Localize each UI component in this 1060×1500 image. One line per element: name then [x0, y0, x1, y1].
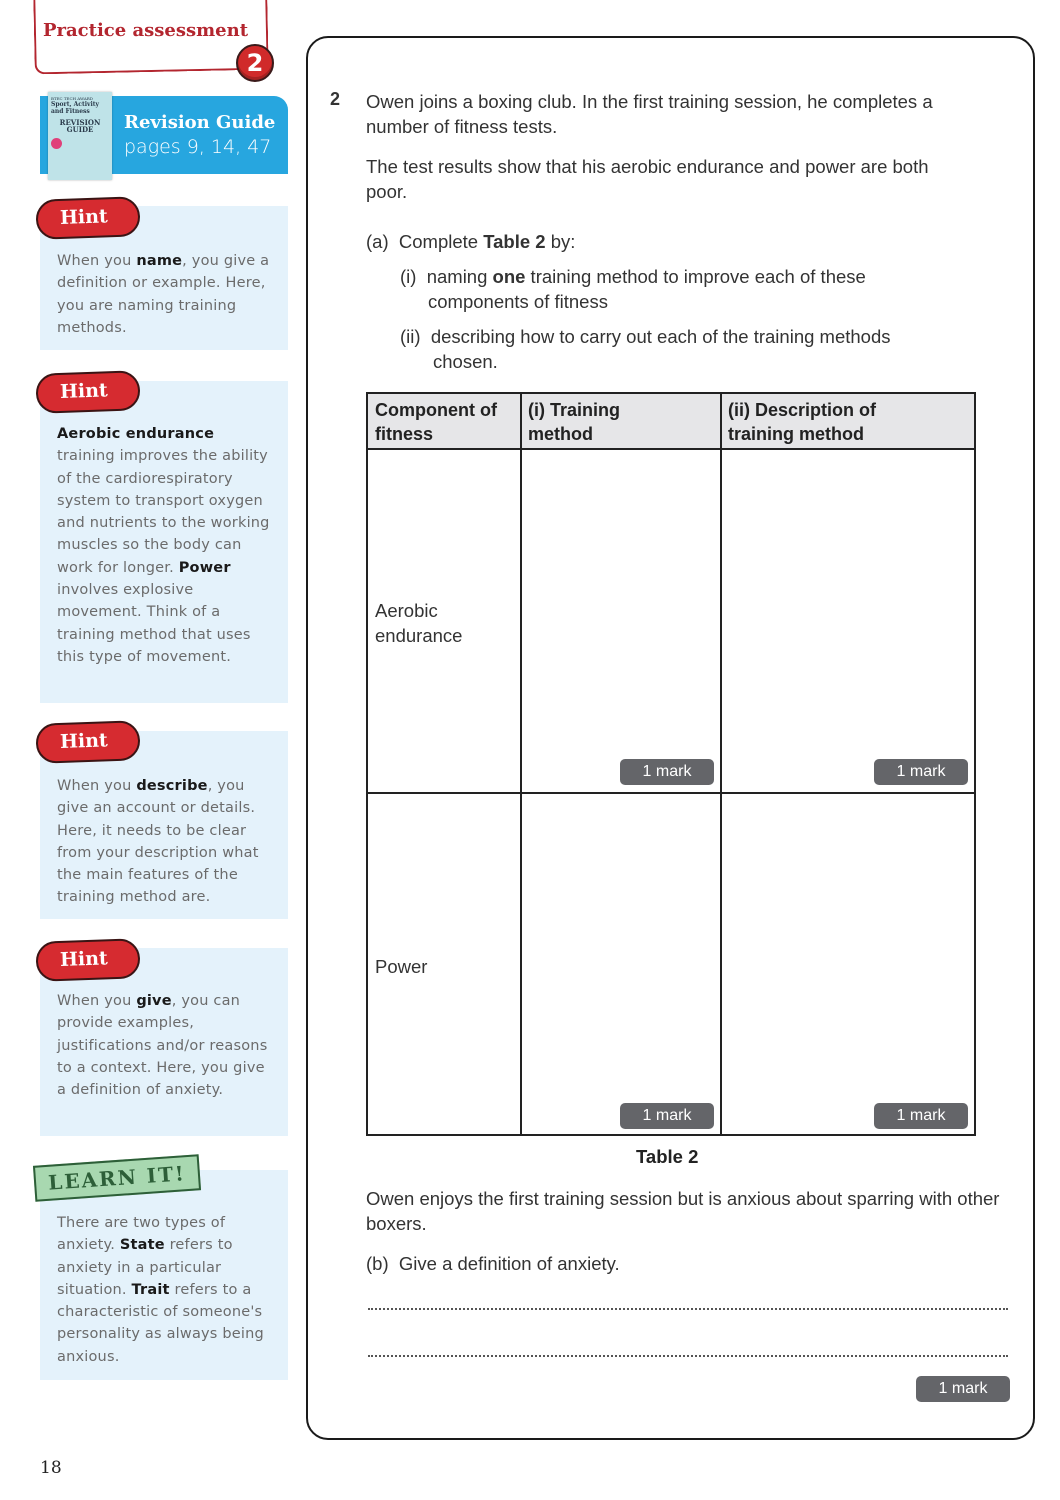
emphasis-term: Trait — [131, 1281, 170, 1298]
text-run: refers to anxiety in a particular situation. — [57, 1237, 233, 1298]
text-run: There are two types of anxiety. — [57, 1215, 226, 1254]
revision-guide-title: Revision Guide — [124, 112, 276, 133]
learn-it-box — [40, 1170, 288, 1380]
emphasis-term: State — [119, 1237, 165, 1254]
text-run: When you — [57, 778, 137, 794]
table-header-training-method: (i) Training method — [528, 400, 620, 444]
question-intro-2: The test results show that his aerobic endurance and power are both poor. — [366, 156, 929, 202]
book-title: REVISION GUIDE — [59, 118, 101, 134]
part-b-context: Owen enjoys the first training session but is anxious about sparring with other boxers. — [366, 1188, 1000, 1234]
sub-i-suffix: training method to improve each of these components of fitness — [428, 266, 866, 312]
hint-text — [57, 775, 274, 909]
question-intro-1: Owen joins a boxing club. In the first training session, he completes a number of fitness tests. — [366, 91, 933, 137]
table-header-description: (ii) Description of training method — [728, 400, 876, 444]
emphasis-term: name — [136, 253, 183, 269]
hint-label-2: Hint — [35, 370, 140, 414]
learn-it-text — [57, 1212, 274, 1368]
sub-i-prefix: (i) naming — [400, 266, 493, 287]
row-label-power: Power — [375, 956, 428, 977]
emphasis-term: describe — [136, 778, 208, 794]
mark-badge: 1 mark — [620, 759, 714, 785]
learn-it-label: LEARN IT! — [33, 1154, 201, 1201]
answer-cell-aerobic-description[interactable] — [722, 452, 974, 792]
assessment-title: Practice assessment — [43, 20, 249, 41]
table-header-component: Component of fitness — [375, 400, 497, 444]
row-label-aerobic-endurance: Aerobic endurance — [375, 600, 463, 646]
book-subject: Sport, Activity and Fitness — [51, 101, 100, 115]
hint-text — [57, 250, 274, 339]
revision-guide-book-cover — [48, 92, 112, 180]
text-run: training improves the ability of the cardiorespiratory system to transport oxygen and nutrients to the working muscles so the body can work for longer. — [57, 448, 270, 576]
text-run: refers to a characteristic of someone's personality as always being anxious. — [57, 1281, 264, 1365]
text-run: When you — [57, 253, 137, 269]
emphasis-term: Aerobic endurance — [57, 426, 215, 442]
revision-guide-pages: pages 9, 14, 47 — [124, 136, 272, 158]
text-run: involves explosive movement. Think of a training method that uses this type of movement. — [57, 582, 251, 665]
fitness-table — [366, 392, 976, 1136]
part-a-prefix: (a) Complete — [366, 231, 484, 252]
mark-badge: 1 mark — [620, 1103, 714, 1129]
book-badge-icon — [51, 138, 62, 149]
hint-label-4: Hint — [35, 938, 140, 982]
mark-badge: 1 mark — [874, 759, 968, 785]
text-run: When you — [57, 993, 137, 1009]
book-series: BTEC TECH AWARD — [51, 96, 94, 101]
page-number: 18 — [40, 1458, 62, 1478]
part-a-suffix: by: — [545, 231, 576, 252]
answer-cell-power-description[interactable] — [722, 794, 974, 1134]
part-a-sub-i — [400, 264, 940, 314]
part-a-instruction — [366, 229, 575, 254]
part-b-question: (b) Give a definition of anxiety. — [366, 1253, 620, 1274]
hint-label-3: Hint — [35, 720, 140, 764]
answer-line-2[interactable] — [368, 1355, 1008, 1357]
part-a-sub-ii: (ii) describing how to carry out each of the training methods chosen. — [400, 326, 896, 372]
mark-badge-part-b: 1 mark — [916, 1376, 1010, 1402]
emphasis-term: Power — [178, 559, 231, 576]
answer-cell-power-training-method[interactable] — [522, 794, 720, 1134]
table-caption: Table 2 — [636, 1146, 699, 1167]
assessment-number-badge: 2 — [236, 44, 274, 82]
hint-box-2 — [40, 381, 288, 703]
part-a-bold: Table 2 — [483, 231, 546, 252]
emphasis-term: give — [136, 993, 172, 1009]
hint-text — [57, 423, 274, 668]
text-run: , you can provide examples, justifications and/or reasons to a context. Here, you give a definition of anxiety. — [57, 993, 268, 1099]
hint-label-1: Hint — [35, 196, 140, 240]
sub-i-bold: one — [492, 266, 526, 287]
answer-line-1[interactable] — [368, 1308, 1008, 1310]
mark-badge: 1 mark — [874, 1103, 968, 1129]
hint-text — [57, 990, 274, 1101]
text-run: , you give a definition or example. Here, you are naming training methods. — [57, 253, 270, 336]
question-number: 2 — [330, 89, 341, 109]
text-run: , you give an account or details. Here, it needs to be clear from your description what the main features of the training method are. — [57, 778, 259, 906]
answer-cell-aerobic-training-method[interactable] — [522, 452, 720, 792]
